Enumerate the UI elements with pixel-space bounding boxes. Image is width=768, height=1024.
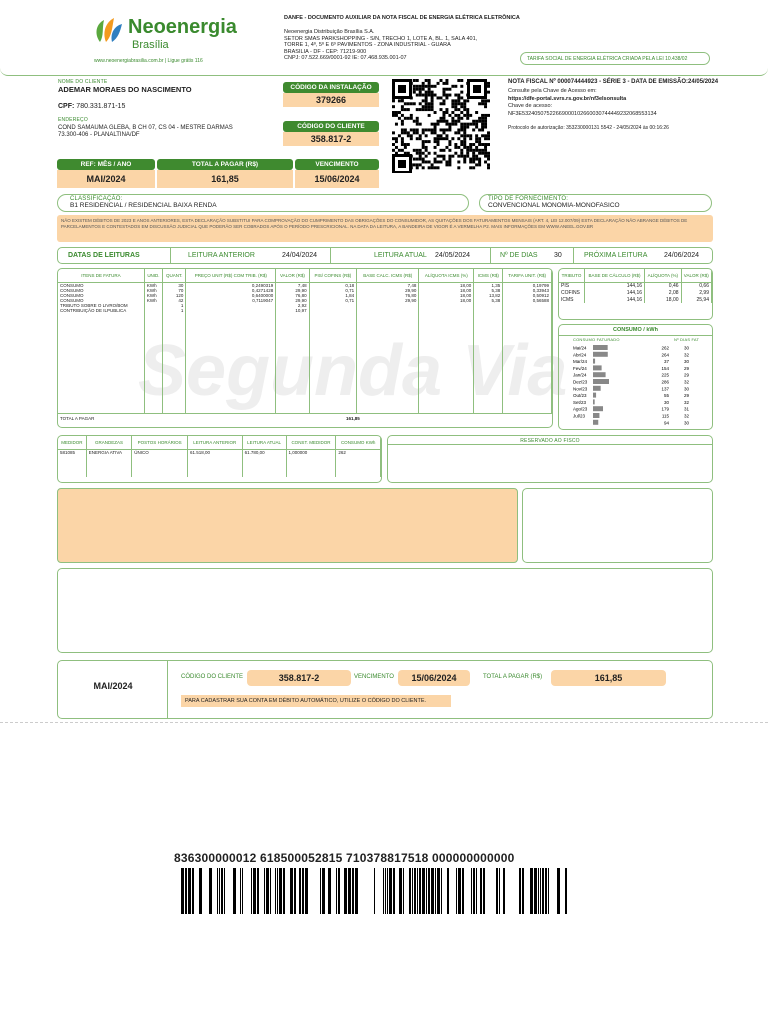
cpf-value: 780.331.871-15 xyxy=(76,103,126,110)
table-row: CONSUMO KWh 120 0,6400000 76,80 1,84 76,80 18,00 13,82 0,50912 xyxy=(58,293,552,298)
logo-sub: Brasília xyxy=(132,39,169,51)
items-header: VALOR (R$) xyxy=(276,269,309,282)
danfe-title: DANFE - DOCUMENTO AUXILIAR DA NOTA FISCAL DE ENERGIA ELÉTRICA ELETRÔNICA xyxy=(284,15,520,21)
items-header: UNID. xyxy=(144,269,162,282)
consumption-kwh: 179 xyxy=(661,406,669,412)
classification-value: B1 RESIDENCIAL / RESIDENCIAL BAIXA RENDA xyxy=(70,202,217,209)
table-row: COFINS 144,16 2,08 2,99 xyxy=(559,289,712,296)
auto-debit-note: PARA CADASTRAR SUA CONTA EM DÉBITO AUTOMÁTICO, UTILIZE O CÓDIGO DO CLIENTE. xyxy=(181,695,451,707)
table-row: CONSUMO KWh 30 0,2490319 7,48 0,18 7,48 18,00 1,35 0,19799 xyxy=(58,282,552,288)
consumption-month: Mar/24 xyxy=(573,359,588,365)
consumption-kwh: 154 xyxy=(661,365,669,371)
taxes-table xyxy=(559,269,712,303)
ref-label: REF: MÊS / ANO xyxy=(57,159,155,170)
consumption-kwh: 30 xyxy=(663,399,669,405)
consumption-month: Set/23 xyxy=(573,399,587,405)
client-name: ADEMAR MORAES DO NASCIMENTO xyxy=(58,85,192,94)
classification-box: CLASSIFICAÇÃO: B1 RESIDENCIAL / RESIDENCIAL BAIXA RENDA xyxy=(57,194,469,212)
consumption-days: 32 xyxy=(683,413,689,419)
consumption-month: Nov/23 xyxy=(573,386,588,392)
consumption-days: 32 xyxy=(683,379,689,385)
logo-name: Neoenergia xyxy=(128,16,237,38)
meter-header: MEDIDOR xyxy=(58,436,86,449)
install-code-label: CÓDIGO DA INSTALAÇÃO xyxy=(283,82,379,93)
table-row: CONTRIBUIÇÃO DE ILPUBLICA 1 10,97 xyxy=(58,308,552,313)
consumption-kwh: 55 xyxy=(663,393,669,399)
days-count: 30 xyxy=(554,252,562,259)
qr-code xyxy=(392,79,490,173)
due-label: VENCIMENTO xyxy=(295,159,379,170)
logo-site: www.neoenergiabrasilia.com.br | Ligue grátis 116 xyxy=(94,58,203,64)
items-header: PIS/ COFINS (R$) xyxy=(309,269,357,282)
consumption-chart xyxy=(559,343,712,429)
logo xyxy=(92,14,242,68)
side-box xyxy=(522,488,713,563)
items-header: ALÍQUOTA ICMS (%) xyxy=(419,269,474,282)
consumption-days: 32 xyxy=(683,352,689,358)
consumption-month: Ago/23 xyxy=(573,406,588,412)
consumption-month: Fev/24 xyxy=(573,365,587,371)
consumption-days: 29 xyxy=(683,372,689,378)
total-value: 161,85 xyxy=(157,170,293,188)
client-code: 358.817-2 xyxy=(283,132,379,146)
consumption-bar xyxy=(593,379,609,384)
info-box xyxy=(57,568,713,653)
cpf-label: CPF: xyxy=(58,103,75,110)
consumption-month: Mai/24 xyxy=(573,345,587,351)
consumption-bar xyxy=(593,345,608,350)
consumption-bar xyxy=(593,413,599,418)
consumption-month: Jul/23 xyxy=(573,413,586,419)
items-total-label: TOTAL A PAGAR xyxy=(60,416,95,421)
consumption-bar xyxy=(593,352,608,357)
install-code: 379266 xyxy=(283,93,379,107)
taxes-header: BASE DE CÁLCULO (R$) xyxy=(585,269,645,282)
curr-reading: 24/05/2024 xyxy=(435,252,471,259)
consumption-days: 31 xyxy=(683,406,689,412)
meter-header: POSTOS HORÁRIOS xyxy=(132,436,188,449)
consumption-days: 30 xyxy=(683,345,689,351)
readings-bar: DATAS DE LEITURAS LEITURA ANTERIOR 24/04/2024 LEITURA ATUAL 24/05/2024 Nº DE DIAS 30 PRÓXIMA LEITURA 24/06/2024 xyxy=(57,247,713,264)
ref-value: MAI/2024 xyxy=(57,170,155,188)
address-line2: 73.300-406 - PLANALTINA/DF xyxy=(58,132,140,138)
consumption-days: 29 xyxy=(683,393,689,399)
consumption-kwh: 286 xyxy=(661,379,669,385)
consumption-bar xyxy=(593,386,601,391)
items-total: 161,85 xyxy=(346,416,360,421)
items-header: ITENS DE FATURA xyxy=(58,269,144,282)
leaf-icon xyxy=(92,16,126,44)
consumption-month: Abr/24 xyxy=(573,352,587,358)
message-box xyxy=(57,488,518,563)
table-row: CONSUMO KWh 70 0,4271428 29,90 0,71 29,90 18,00 5,38 0,33943 xyxy=(58,288,552,293)
nf-info: Consulte pela Chave de Acesso em: https://dfe-portal.svrs.rs.gov.br/nf3elsonsulta Chave de acesso: NF3E53240507522669000102660030744449232068553134 xyxy=(508,88,657,117)
watermark: Segunda Via xyxy=(138,331,568,411)
meter-header: CONST. MEDIDOR xyxy=(286,436,336,449)
nf-protocol: Protocolo de autorização: 353230000131 5542 - 24/05/2024 às 00:16:26 xyxy=(508,125,669,131)
consumption-kwh: 137 xyxy=(661,386,669,392)
consumption-days: 30 xyxy=(683,420,689,426)
header-divider xyxy=(0,68,768,76)
consumption-kwh: 115 xyxy=(661,413,669,419)
items-header: QUANT. xyxy=(163,269,186,282)
consumption-days: 32 xyxy=(683,399,689,405)
consumption-title: CONSUMO / kWh xyxy=(559,325,712,336)
consumption-bar xyxy=(593,365,602,370)
client-name-label: NOME DO CLIENTE xyxy=(58,79,108,85)
company-info: Neoenergia Distribuição Brasília S.A. SETOR SMAS PARKSHOPPING - S/N, TRECHO 1, LOTE A, BL. 1, SALA 401, TORRE 1, 4º, 5º E 6º PAVIMENTOS - ZONA INDUSTRIAL - GUARA BRASILIA - DF - CEP: 71219-900 CNPJ: 07.522.669/0001-92 IE: 07.468.935.001-07 xyxy=(284,29,478,61)
consumption-kwh: 37 xyxy=(663,359,669,365)
notice-box: NÃO EXISTEM DÉBITOS DE 2023 E ANOS ANTERIORES, ESTA DECLARAÇÃO SUBSTITUI PARA COMPROVAÇÃO DO CUMPRIMENTO DAS OBRIGAÇÕES DO CONSUMIDOR, AS QUITAÇÕES DOS FATURAMENTOS MENSAIS (ART. 4, LEI 12.007/09) ESTA DECLARAÇÃO NÃO ABRANGE DÉBITOS DE PARCELAMENTOS E CONTESTADOS EM DISCUSSÃO JUDICIAL QUE PODERÃO SER COBRADOS APÓS O PERÍODO PRESCRICIONAL. NA DATA DA LEITURA, A BANDEIRA DE VIGOR É A VERMELHA P2. MAIS INFORMAÇÕES EM WWW.ANEEL.GOV.BR xyxy=(57,215,713,242)
consumption-days: 30 xyxy=(683,386,689,392)
items-table xyxy=(58,269,552,413)
next-reading: 24/06/2024 xyxy=(664,252,700,259)
table-row: ICMS 144,16 18,00 25,94 xyxy=(559,296,712,303)
items-header: BASE CALC. ICMS (R$) xyxy=(357,269,419,282)
reserved-fisco: RESERVADO AO FISCO xyxy=(387,435,713,483)
total-label: TOTAL A PAGAR (R$) xyxy=(157,159,293,170)
items-header: TARIFA UNIT. (R$) xyxy=(503,269,552,282)
taxes-table-box xyxy=(558,268,713,320)
meter-table: MEDIDOR GRANDEZAS POSTOS HORÁRIOS LEITURA ANTERIOR LEITURA ATUAL CONST. MEDIDOR CONSUMO KWh 581085 ENERGIA ATIVA ÚNICO 61.518,00 61.780,00 1,000000 262 xyxy=(58,436,381,477)
consumption-days: 29 xyxy=(683,365,689,371)
stub-total: 161,85 xyxy=(551,670,666,686)
consumption-kwh: 225 xyxy=(661,372,669,378)
address-line1: COND SAMAUMA GLEBA, B CH 07, CS 04 - MESTRE DARMAS xyxy=(58,125,233,131)
taxes-header: TRIBUTO xyxy=(559,269,585,282)
items-header: ICMS (R$) xyxy=(474,269,503,282)
table-row: CONSUMO KWh 42 0,7119047 29,90 0,71 29,90 18,00 5,38 0,56588 xyxy=(58,298,552,303)
consumption-bar xyxy=(593,406,603,411)
consumption-box: CONSUMO / kWh CONSUMO FATURADO Nº DIAS FAT Mai/24 262 30 Abr/24 264 32 Mar/24 37 30 Fev/24 154 29 Jan/24 225 29 Dez/23 286 32 Nov/23 137 30 Out/23 55 29 Set/23 30 32 Ago/23 179 31 Jul/23 115 32 94 30 xyxy=(558,324,713,430)
stub-due: 15/06/2024 xyxy=(398,670,470,686)
items-header: PREÇO UNIT (R$) COM TRIB. (R$) xyxy=(186,269,276,282)
consumption-days: 30 xyxy=(683,359,689,365)
consumption-month: Out/23 xyxy=(573,393,587,399)
meter-header: LEITURA ANTERIOR xyxy=(187,436,242,449)
address-label: ENDEREÇO xyxy=(58,117,88,123)
consumption-bar xyxy=(593,393,596,398)
consumption-bar xyxy=(593,359,595,364)
cut-line xyxy=(0,722,768,723)
nf-title: NOTA FISCAL Nº 000074444923 - SÉRIE 3 - DATA DE EMISSÃO:24/05/2024 xyxy=(508,79,719,85)
prev-reading: 24/04/2024 xyxy=(282,252,318,259)
consumption-kwh: 94 xyxy=(663,420,669,426)
client-code-label: CÓDIGO DO CLIENTE xyxy=(283,121,379,132)
meter-header: GRANDEZAS xyxy=(86,436,132,449)
consumption-month: Jan/24 xyxy=(573,372,587,378)
consumption-kwh: 264 xyxy=(661,352,669,358)
meter-box xyxy=(57,435,382,483)
taxes-header: VALOR (R$) xyxy=(681,269,711,282)
table-row: TRIBUTO SOBRE O LIVRO/BOM 1 2,92 xyxy=(58,303,552,308)
consumption-month: Dez/23 xyxy=(573,379,588,385)
tarifa-social-badge: TARIFA SOCIAL DE ENERGIA ELÉTRICA CRIADA PELA LEI 10.438/02 xyxy=(520,52,710,65)
supply-type-box: TIPO DE FORNECIMENTO: CONVENCIONAL MONOMIA-MONOFASICO xyxy=(479,194,712,212)
meter-header: CONSUMO KWh xyxy=(336,436,381,449)
table-row: PIS 144,16 0,46 0,66 xyxy=(559,282,712,289)
consumption-bar xyxy=(593,372,606,377)
payment-stub: MAI/2024 CÓDIGO DO CLIENTE 358.817-2 VENCIMENTO 15/06/2024 TOTAL A PAGAR (R$) 161,85 PARA CADASTRAR SUA CONTA EM DÉBITO AUTOMÁTICO, UTILIZE O CÓDIGO DO CLIENTE. xyxy=(57,660,713,719)
taxes-header: ALÍQUOTA (%) xyxy=(645,269,681,282)
barcode xyxy=(172,868,570,914)
consumption-bar xyxy=(593,399,595,404)
meter-header: LEITURA ATUAL xyxy=(242,436,286,449)
barcode-number: 836300000012 618500052815 710378817518 000000000000 xyxy=(174,851,515,865)
stub-client-code: 358.817-2 xyxy=(247,670,351,686)
consumption-bar xyxy=(593,420,598,425)
consumption-kwh: 262 xyxy=(661,345,669,351)
items-table-box xyxy=(57,268,553,428)
cpf xyxy=(58,103,125,110)
supply-type-value: CONVENCIONAL MONOMIA-MONOFASICO xyxy=(488,202,620,209)
stub-ref: MAI/2024 xyxy=(93,681,133,691)
due-value: 15/06/2024 xyxy=(295,170,379,188)
